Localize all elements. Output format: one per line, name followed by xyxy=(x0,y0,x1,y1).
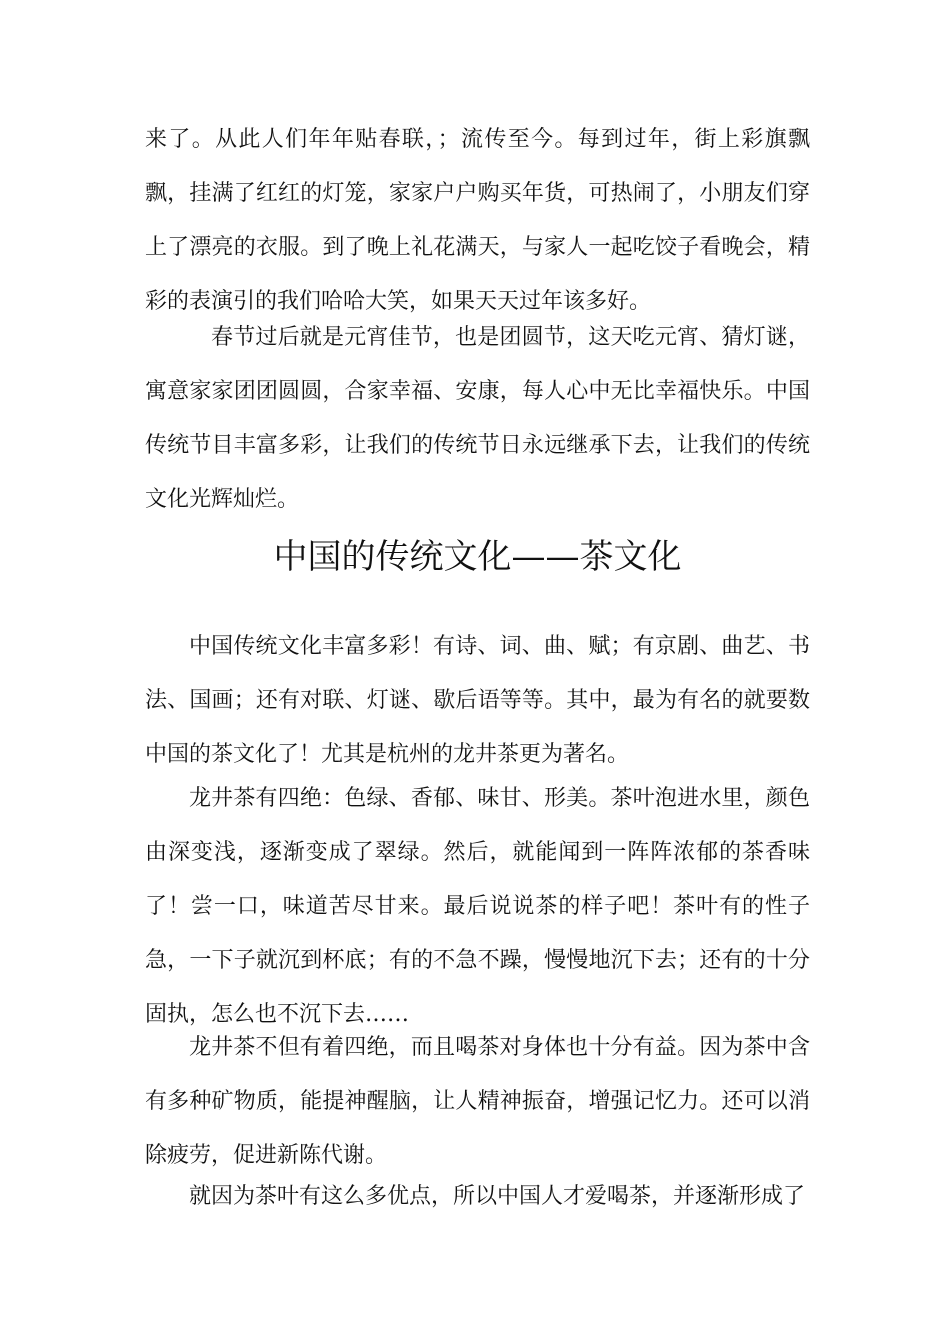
paragraph-tea-culture-formation: 就因为茶叶有这么多优点，所以中国人才爱喝茶，并逐渐形成了 xyxy=(189,1184,806,1209)
paragraph-tea-health-benefits: 龙井茶不但有着四绝，而且喝茶对身体也十分有益。因为茶中含有多种矿物质，能提神醒脑，让人精神振奋，增强记忆力。还可以消除疲劳，促进新陈代谢。 xyxy=(145,1035,810,1168)
section-title: 中国的传统文化——茶文化 xyxy=(273,537,682,577)
paragraph-longjing-four-wonders: 龙井茶有四绝：色绿、香郁、味甘、形美。茶叶泡进水里，颜色由深变浅，逐渐变成了翠绿。然后，就能闻到一阵阵浓郁的茶香味了！尝一口，味道苦尽甘来。最后说说茶的样子吧！茶叶有的性子急，一下子就沉到杯底；有的不急不躁，慢慢地沉下去；还有的十分固执，怎么也不沉下去…… xyxy=(145,786,810,1027)
paragraph-spring-festival-continued: 来了。从此人们年年贴春联，；流传至今。每到过年，街上彩旗飘飘，挂满了红红的灯笼，家家户户购买年货，可热闹了，小朋友们穿上了漂亮的衣服。到了晚上礼花满天，与家人一起吃饺子看晚会，精彩的表演引的我们哈哈大笑，如果天天过年该多好。 xyxy=(145,127,810,314)
paragraph-lantern-festival: 春节过后就是元宵佳节，也是团圆节，这天吃元宵、猜灯谜，寓意家家团团圆圆，合家幸福、安康，每人心中无比幸福快乐。中国传统节目丰富多彩，让我们的传统节日永远继承下去，让我们的传统文化光辉灿烂。 xyxy=(145,325,810,512)
paragraph-tea-intro: 中国传统文化丰富多彩！有诗、词、曲、赋；有京剧、曲艺、书法、国画；还有对联、灯谜、歇后语等等。其中，最为有名的就要数中国的茶文化了！尤其是杭州的龙井茶更为著名。 xyxy=(145,634,810,767)
